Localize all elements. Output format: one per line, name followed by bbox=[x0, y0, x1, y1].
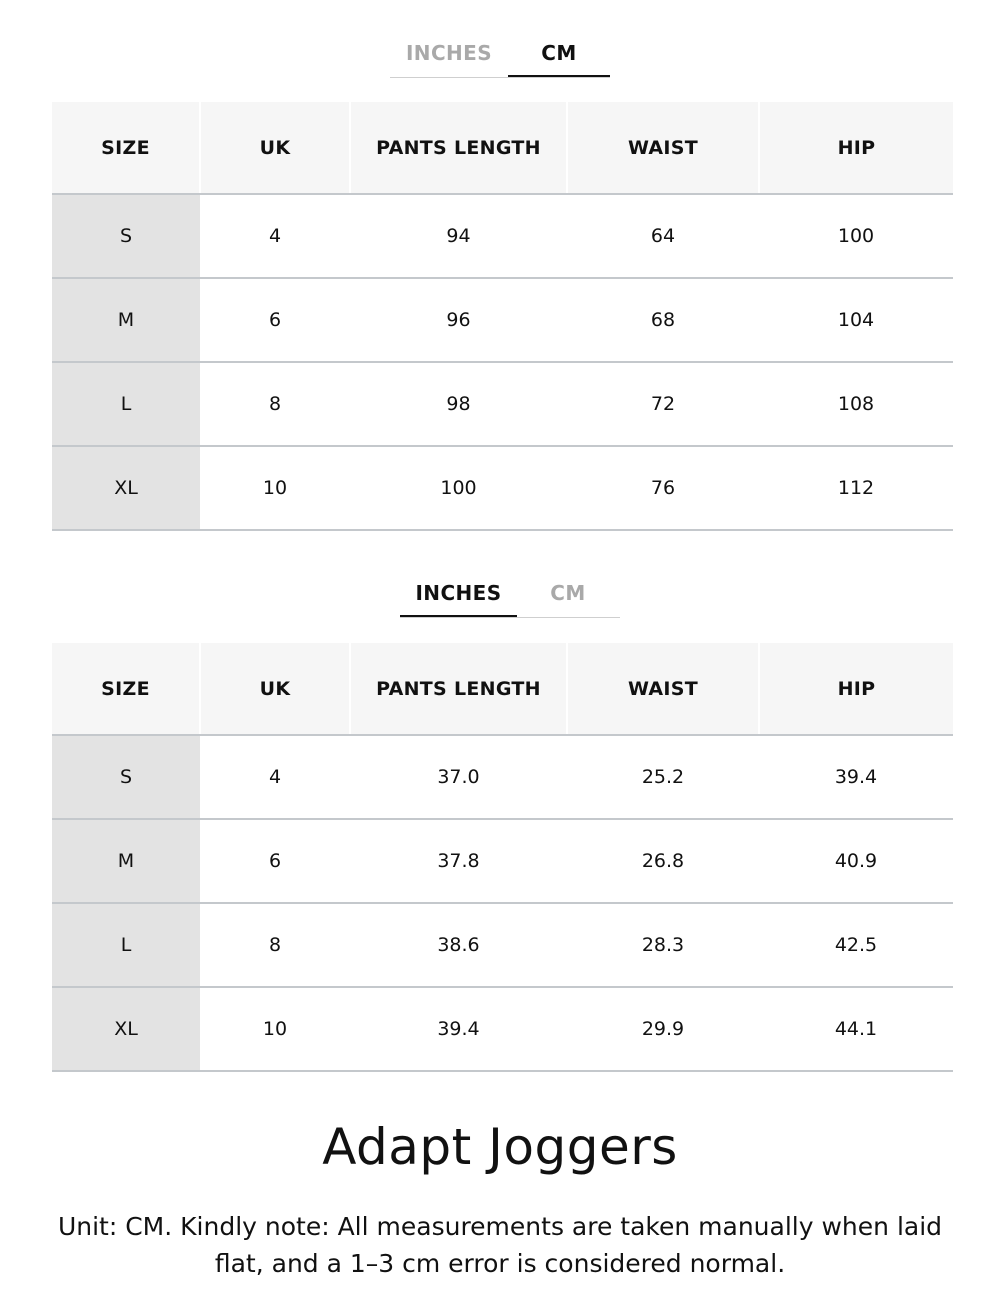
active-tab-underline bbox=[508, 75, 610, 77]
measurement-note bbox=[40, 1208, 960, 1282]
uk-cell: 6 bbox=[200, 278, 350, 362]
pants-length-cell: 94 bbox=[350, 194, 567, 278]
size-cell: XL bbox=[52, 987, 200, 1071]
size-cell: M bbox=[52, 278, 200, 362]
size-cell: S bbox=[52, 735, 200, 819]
unit-tabs-inches-chart bbox=[0, 568, 1000, 618]
table-row bbox=[52, 194, 953, 278]
hip-cell: 112 bbox=[759, 446, 953, 530]
table-header-row bbox=[52, 102, 953, 194]
uk-cell: 6 bbox=[200, 819, 350, 903]
size-cell: S bbox=[52, 194, 200, 278]
column-header-waist: WAIST bbox=[567, 643, 759, 735]
size-cell: M bbox=[52, 819, 200, 903]
column-header-pants-length: PANTS LENGTH bbox=[350, 102, 567, 194]
waist-cell: 76 bbox=[567, 446, 759, 530]
table-row bbox=[52, 819, 953, 903]
column-header-pants-length: PANTS LENGTH bbox=[350, 643, 567, 735]
uk-cell: 10 bbox=[200, 446, 350, 530]
size-cell: L bbox=[52, 362, 200, 446]
pants-length-cell: 39.4 bbox=[350, 987, 567, 1071]
table-row bbox=[52, 987, 953, 1071]
uk-cell: 8 bbox=[200, 903, 350, 987]
hip-cell: 100 bbox=[759, 194, 953, 278]
waist-cell: 68 bbox=[567, 278, 759, 362]
hip-cell: 44.1 bbox=[759, 987, 953, 1071]
waist-cell: 29.9 bbox=[567, 987, 759, 1071]
unit-tabs-cm-chart bbox=[0, 28, 1000, 78]
waist-cell: 25.2 bbox=[567, 735, 759, 819]
pants-length-cell: 38.6 bbox=[350, 903, 567, 987]
waist-cell: 64 bbox=[567, 194, 759, 278]
column-header-hip: HIP bbox=[759, 643, 953, 735]
tab-inches[interactable]: INCHES bbox=[405, 41, 493, 65]
column-header-size: SIZE bbox=[52, 102, 200, 194]
active-tab-underline bbox=[400, 615, 517, 617]
size-table-inches bbox=[52, 643, 953, 1072]
waist-cell: 26.8 bbox=[567, 819, 759, 903]
tab-inches[interactable]: INCHES bbox=[415, 581, 502, 605]
hip-cell: 40.9 bbox=[759, 819, 953, 903]
table-header-row bbox=[52, 643, 953, 735]
hip-cell: 108 bbox=[759, 362, 953, 446]
table-row bbox=[52, 362, 953, 446]
note-line: flat, and a 1–3 cm error is considered normal. bbox=[214, 1249, 786, 1278]
hip-cell: 42.5 bbox=[759, 903, 953, 987]
pants-length-cell: 100 bbox=[350, 446, 567, 530]
waist-cell: 28.3 bbox=[567, 903, 759, 987]
hip-cell: 104 bbox=[759, 278, 953, 362]
pants-length-cell: 96 bbox=[350, 278, 567, 362]
size-table-cm bbox=[52, 102, 953, 531]
column-header-uk: UK bbox=[200, 102, 350, 194]
size-cell: XL bbox=[52, 446, 200, 530]
uk-cell: 4 bbox=[200, 735, 350, 819]
column-header-waist: WAIST bbox=[567, 102, 759, 194]
column-header-hip: HIP bbox=[759, 102, 953, 194]
note-line: Unit: CM. Kindly note: All measurements are taken manually when laid bbox=[57, 1212, 943, 1241]
tab-cm[interactable]: CM bbox=[541, 41, 577, 65]
table-row bbox=[52, 735, 953, 819]
pants-length-cell: 37.0 bbox=[350, 735, 567, 819]
pants-length-cell: 37.8 bbox=[350, 819, 567, 903]
tab-cm[interactable]: CM bbox=[550, 581, 586, 605]
uk-cell: 10 bbox=[200, 987, 350, 1071]
table-row bbox=[52, 278, 953, 362]
table-row bbox=[52, 903, 953, 987]
column-header-size: SIZE bbox=[52, 643, 200, 735]
uk-cell: 4 bbox=[200, 194, 350, 278]
uk-cell: 8 bbox=[200, 362, 350, 446]
pants-length-cell: 98 bbox=[350, 362, 567, 446]
product-title: Adapt Joggers bbox=[322, 1118, 678, 1176]
column-header-uk: UK bbox=[200, 643, 350, 735]
size-cell: L bbox=[52, 903, 200, 987]
waist-cell: 72 bbox=[567, 362, 759, 446]
hip-cell: 39.4 bbox=[759, 735, 953, 819]
table-row bbox=[52, 446, 953, 530]
